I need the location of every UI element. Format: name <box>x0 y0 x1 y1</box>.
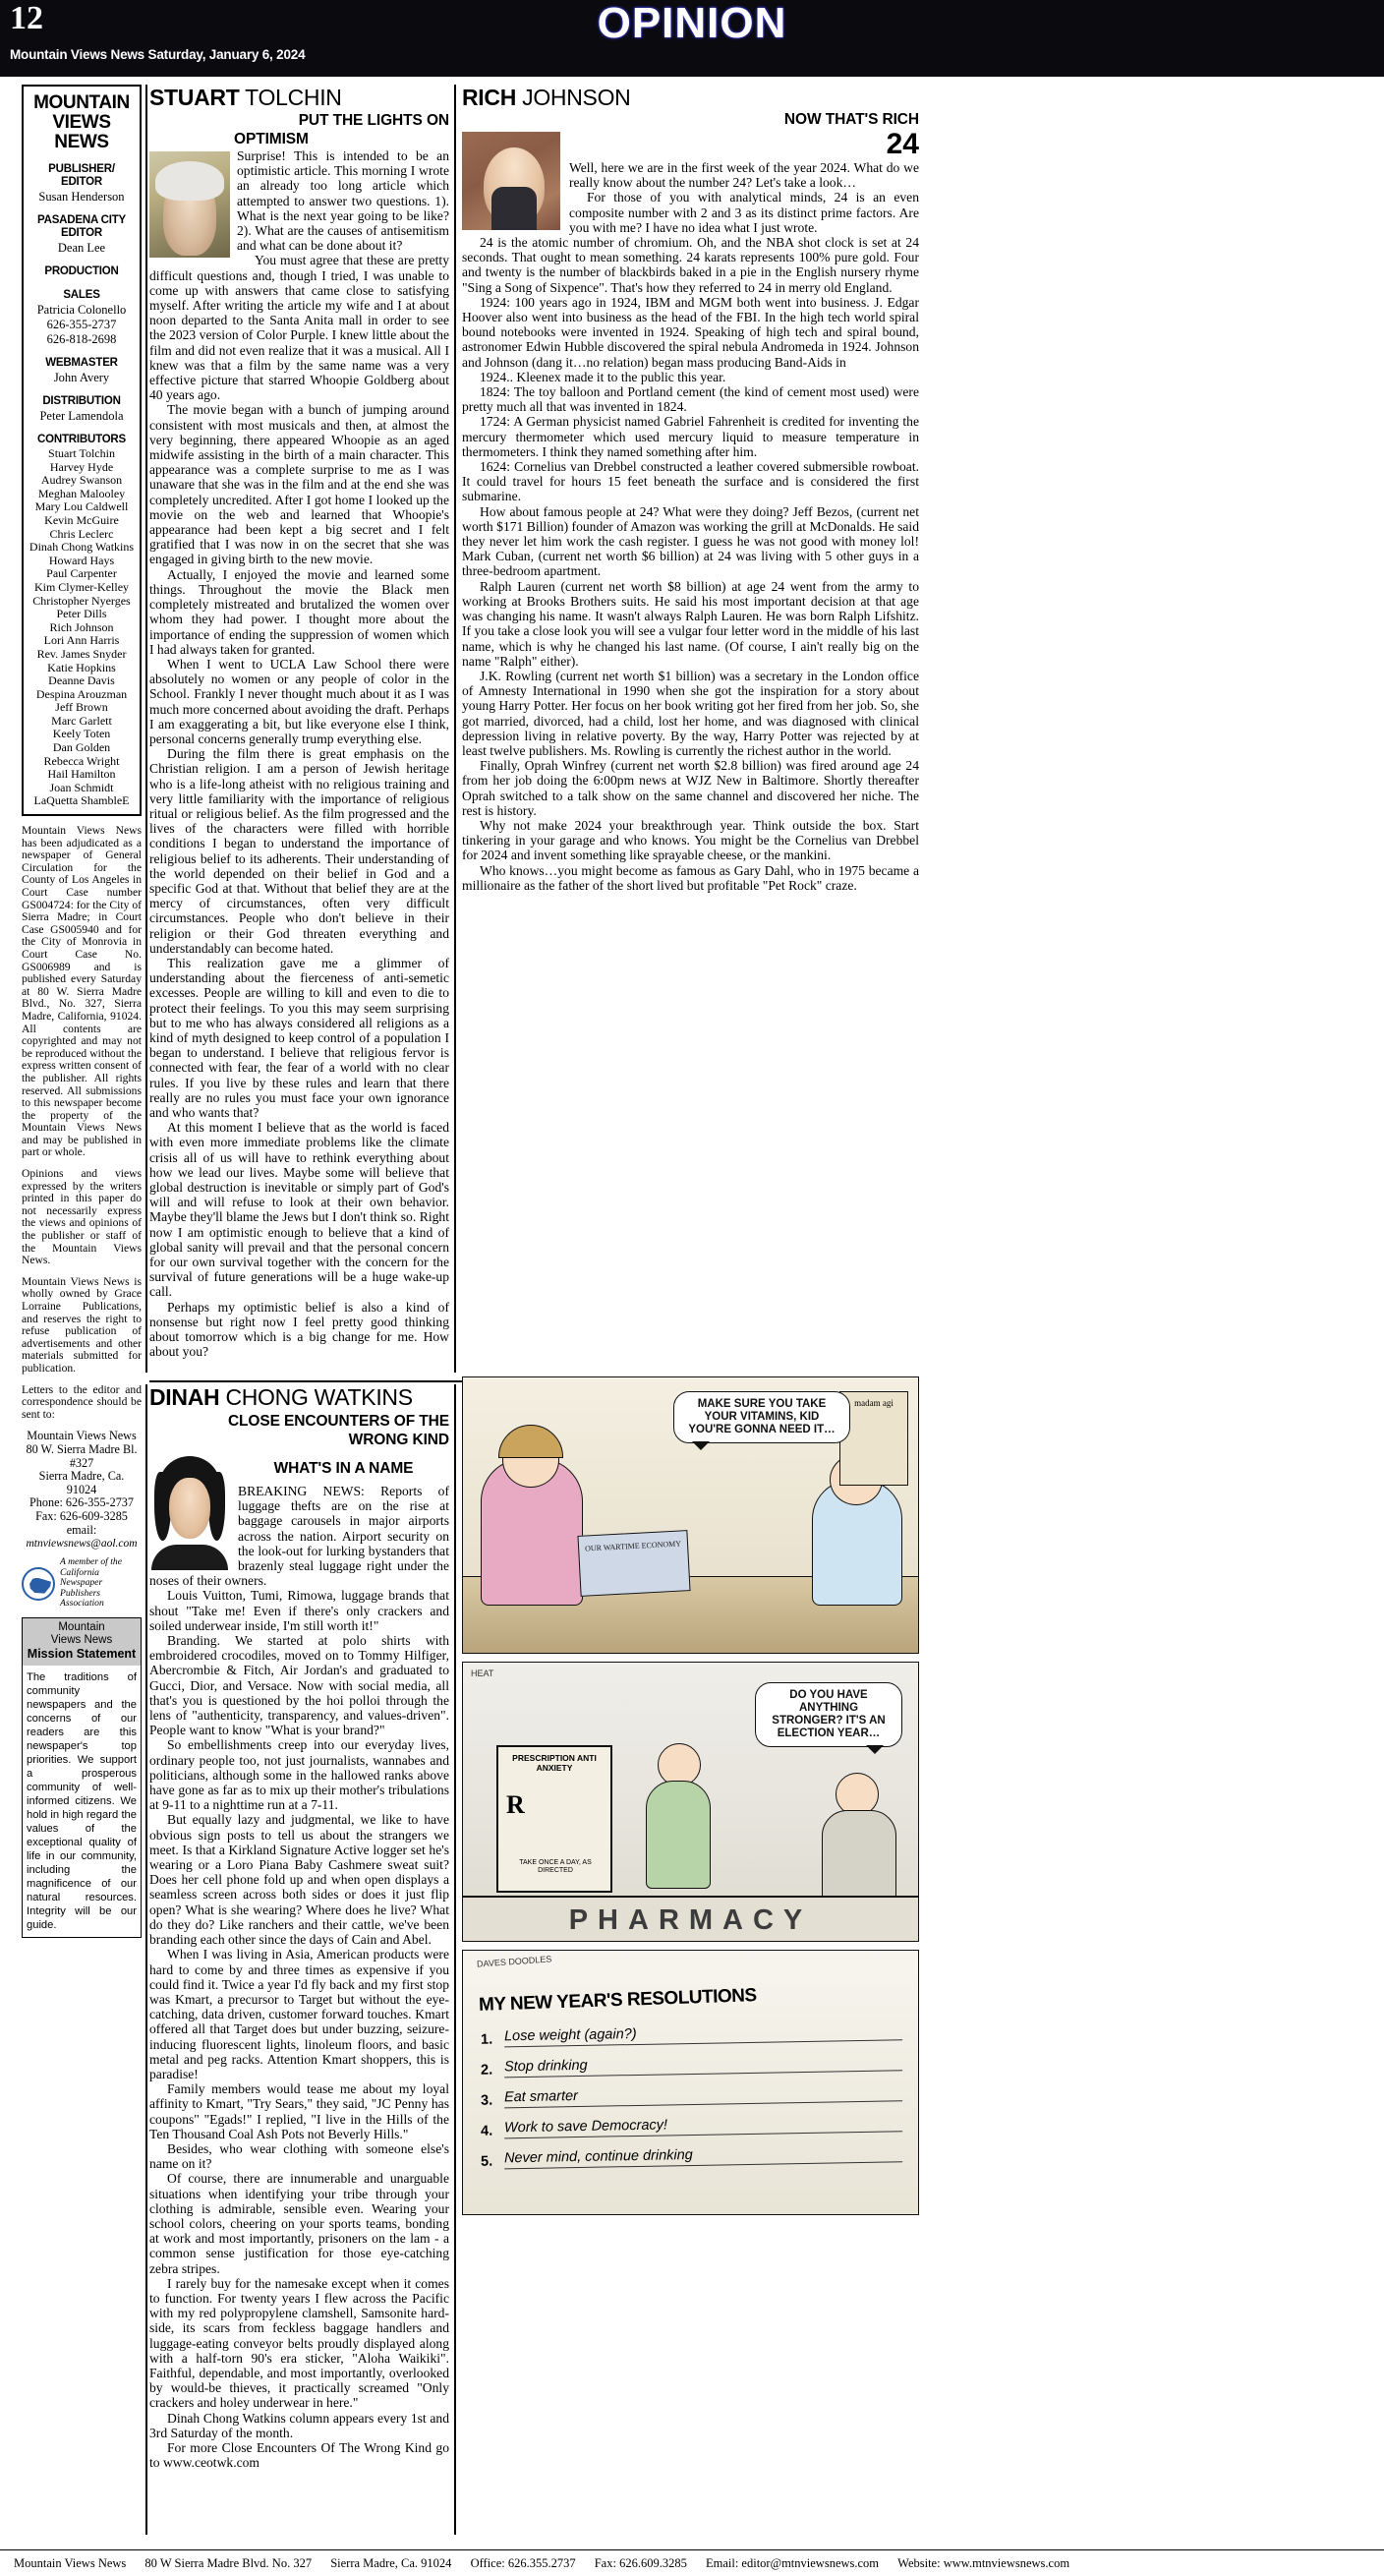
cartoon3-resolution-list <box>481 2025 902 2178</box>
article-paragraph: 24 is the atomic number of chromium. Oh, and the NBA shot clock is set at 24 seconds. That ought to mean something. 24 karats represents 100% pure gold. Four and twenty is the number of blackbirds baked in a pie in the English nursery rhyme "Sing a Song of Sixpence". That's how they referred to 24 in merry old England. <box>462 235 919 295</box>
mission-heading <box>23 1618 141 1666</box>
cartoon-stack <box>462 1376 919 2223</box>
role-webmaster: WEBMASTER <box>45 357 118 369</box>
sales-phone-1: 626-355-2737 <box>46 318 117 331</box>
mission-heading-line-1: Mountain <box>58 1621 105 1634</box>
footer-website[interactable]: Website: www.mtnviewsnews.com <box>897 2556 1070 2570</box>
legal-paragraph: Letters to the editor and correspondence should be sent to: <box>22 1382 142 1421</box>
resolution-item <box>481 2113 902 2138</box>
address-line: Fax: 626-609-3285 <box>35 1508 128 1523</box>
resolution-item <box>481 2143 902 2169</box>
dateline: Mountain Views News Saturday, January 6, 2024 <box>10 47 306 62</box>
article-paragraph: Well, here we are in the first week of the year 2024. What do we really know about the number 24? Let's take a look… <box>569 160 919 191</box>
article-paragraph: Why not make 2024 your breakthrough year. Think outside the box. Start tinkering in your garage and who knows. You might be the Cornelius van Drebbel for 2024 and invent something like sprayable cheese, or the mankini. <box>462 817 919 863</box>
cartoon1-hair-left <box>498 1425 563 1458</box>
role-publisher-editor: PUBLISHER/ EDITOR <box>48 163 115 188</box>
page-header-bar <box>0 0 1384 77</box>
byline-first-name-rich: RICH <box>462 85 517 110</box>
cartoon3-signature: DAVES DOODLES <box>476 1954 552 1969</box>
article-rich-johnson <box>462 85 919 893</box>
role-pasadena-city-editor: PASADENA CITY EDITOR <box>36 214 127 239</box>
masthead-box <box>22 85 142 816</box>
byline-last-name-dinah: CHONG WATKINS <box>225 1384 413 1410</box>
address-line: #327 <box>69 1455 94 1470</box>
name-sales: Patricia Colonello <box>36 303 127 317</box>
article-paragraph: How about famous people at 24? What were they doing? Jeff Bezos, (current net worth $171 Billion) founder of Amazon was working the grill at McDonalds. He said they never let him work the cash register. I guess he was not good with money lol! Mark Cuban, (current net worth $6 billion) at 24 was living with 5 other guys in a three-bedroom apartment. <box>462 503 919 579</box>
contributor-name: Meghan Malooley <box>37 486 126 500</box>
contributor-name: Hail Hamilton <box>47 767 116 782</box>
author-photo-stuart-tolchin <box>149 151 230 258</box>
article-paragraph: 1824: The toy balloon and Portland cement (the kind of cement most used) were pretty much all that was invented in 1824. <box>462 384 919 415</box>
cnpa-bear-logo-icon <box>22 1567 55 1601</box>
article-paragraph: Who knows…you might become as famous as Gary Dahl, who in 1975 became a millionaire as the father of the short lived but profitable "Pet Rock" craze. <box>462 862 919 893</box>
address-line: 91024 <box>66 1482 97 1496</box>
contributor-name: Despina Arouzman <box>35 686 128 701</box>
contributor-name: Rev. James Snyder <box>36 646 127 661</box>
author-photo-dinah-chong-watkins <box>149 1452 230 1570</box>
big-number-24: 24 <box>886 128 919 160</box>
contributor-name: Rich Johnson <box>49 619 114 634</box>
cartoon2-signature: HEAT <box>471 1669 494 1678</box>
contributor-name: Keely Toten <box>52 727 111 741</box>
portrait-hair-right <box>208 1472 225 1541</box>
article-paragraph: When I went to UCLA Law School there were absolutely no women or any people of color in the School. Frankly I never thought much about it as I was much more concerned about avoiding the draft. Perhaps I am exaggerating a bit, but like everyone else I think, personal concerns generally trump everything else. <box>149 656 449 746</box>
page-number: 12 <box>10 0 43 36</box>
contributor-name: Dinah Chong Watkins <box>29 540 135 555</box>
cartoon3-title: MY NEW YEAR'S RESOLUTIONS <box>478 1985 757 2016</box>
masthead-title-line-3: NEWS <box>54 132 109 152</box>
article-body-stuart <box>149 148 449 1359</box>
contributor-name: Kim Clymer-Kelley <box>33 579 130 594</box>
article-paragraph: J.K. Rowling (current net worth $1 billion) was a secretary in the London office of Amnesty International in 1990 when she got the inspiration for a story about young Harry Potter. Her focus on her book writing got her fired from her job. So, she got married, divorced, had a child, lost her home, and was diagnosed with clinical depression living in relative poverty. By the way, Harry Potter was rejected by at least twelve publishers. Ms. Rowling is currently the richest author in the world. <box>462 668 919 758</box>
article-paragraph: Perhaps my optimistic belief is also a kind of nonsense but right now I feel pretty good thinking about tomorrow which is a big change for me. How about you? <box>149 1299 449 1360</box>
column-rule-2 <box>454 85 456 1373</box>
masthead-sidebar <box>22 85 142 1938</box>
legal-paragraph: Mountain Views News is wholly owned by Grace Lorraine Publications, and reserves the right to refuse publication of advertisements and other materials submitted for publication. <box>22 1274 142 1375</box>
address-line: Mountain Views News <box>27 1429 137 1443</box>
article-paragraph: So embellishments creep into our everyday lives, ordinary people too, not just journalists, wannabes and politicians, although some in the hallowed ranks above have gone as far as to mix up their mother's tribulations at 9-11 to a nighttime run at a 7-11. <box>149 1737 449 1813</box>
article-paragraph: Besides, who wear clothing with someone else's name on it? <box>149 2140 449 2172</box>
article-paragraph: For those of you with analytical minds, 24 is an even composite number with 2 and 3 as its distinct prime factors. Are you with me? I have no idea what I just wrote. <box>569 190 919 235</box>
footer-city: Sierra Madre, Ca. 91024 <box>330 2556 452 2570</box>
article-paragraph: At this moment I believe that as the world is faced with even more immediate problems like the climate crisis all of us will have to rethink everything about how we lead our lives. Maybe some will believe that global destruction is inevitable or simply part of God's will and will refuse to look at their own behavior. Maybe they'll blame the Jews but I don't think so. Right now I am optimistic enough to believe that a kind of global sanity will prevail and that the personal concern for our own survival together with the concern for the survival of future generations will be a huge wake-up call. <box>149 1120 449 1300</box>
legal-paragraph: Mountain Views News has been adjudicated as a newspaper of General Circulation for the County of Los Angeles in Court Case number GS004724: for the City of Sierra Madre; in Court Case GS005940 and for the City of Monrovia in Court Case No. GS006989 and is published every Saturday at 80 W. Sierra Madre Blvd., No. 327, Sierra Madre, California, 91024. All contents are copyrighted and may not be reproduced without the express written consent of the publisher. All rights reserved. All submissions to this newspaper become the property of the Mountain Views News and may be published in part or whole. <box>22 824 142 1159</box>
byline-first-name: STUART <box>149 85 240 110</box>
resolution-number: 1. <box>480 2031 493 2048</box>
resolution-item <box>481 2082 902 2108</box>
cartoon2-box-label: PRESCRIPTION ANTI ANXIETY <box>512 1753 597 1773</box>
cartoon2-store-sign: PHARMACY <box>463 1896 918 1941</box>
name-webmaster: John Avery <box>53 371 110 384</box>
column-rule-1 <box>145 85 147 1373</box>
byline-stuart-tolchin <box>149 85 449 110</box>
headline-rich: NOW THAT'S RICH <box>783 111 919 128</box>
cartoon1-speech-bubble: MAKE SURE YOU TAKE YOUR VITAMINS, KID YOU'RE GONNA NEED IT… <box>673 1391 850 1443</box>
article-paragraph: BREAKING NEWS: Reports of luggage thefts are on the rise at baggage carousels in major airports across the nation. Airport security on the look-out for lurking bystanders that brazenly steal luggage right under the noses of their owners. <box>149 1484 449 1589</box>
article-paragraph: Family members would tease me about my loyal affinity to Kmart, "Try Sears," they said, "JC Penny has coupons" "Egads!" I replied, "I live in the Hills of the Ten Thousand Coal Ash Pots not Beverly Hills." <box>149 2081 449 2141</box>
cartoon2-pharmacist-body <box>646 1781 711 1889</box>
article-paragraph: During the film there is great emphasis on the Christian religion. I am a person of Jewish heritage who is a life-long atheist with no religious training and very little familiarity with the importance of religious ritual or religious belief. As the film progressed and the lives of the characters were filled with horrible conditions I began to understand the importance of religious belief to its adherents. Their understanding of the world depended on their belief in God and a specific God at that. Without that belief they are at the mercy of circumstances, often very difficult circumstances. People who don't believe in their religion or their God threaten everything and understandably can become hated. <box>149 746 449 956</box>
article-paragraph: Branding. We started at polo shirts with embroidered crocodiles, moved on to Tommy Hilfiger, Abercrombie & Fitch, Air Jordan's and graduated to Gucci, Dior, and Versace. Now with social media, all that's you is questioned by the hoi polloi through the lens of "authenticity, transparency, and values-driven". People want to know "What is your brand?" <box>149 1633 449 1738</box>
byline-last-name: TOLCHIN <box>245 85 342 110</box>
cartoon2-rx-symbol: R <box>506 1790 525 1819</box>
contributors-list <box>28 447 136 808</box>
name-distribution: Peter Lamendola <box>39 409 124 423</box>
contributor-name: Jeff Brown <box>55 700 108 715</box>
resolution-text: Never mind, continue drinking <box>504 2143 902 2169</box>
cartoon2-customer-body <box>822 1810 896 1899</box>
article-paragraph: Finally, Oprah Winfrey (current net worth $2.8 billion) was fired around age 24 from her job doing the 6:00pm news at WJZ New in Baltimore. Shortly thereafter Oprah switched to a talk show on the same channel and discovered her niche. The rest is history. <box>462 758 919 818</box>
article-paragraph: Dinah Chong Watkins column appears every 1st and 3rd Saturday of the month. <box>149 2410 449 2440</box>
article-paragraph: Ralph Lauren (current net worth $8 billion) at age 24 went from the army to working at Brooks Brothers suits. He said his most important decision at that age was changing his name. It wasn't always Ralph Lauren. He was born Ralph Lifshitz. If you take a close look you will see a vulgar four letter word in the middle of his last name, which is why he changed his last name. (Of course, I ain't really big on the name "Ralph" either). <box>462 578 919 669</box>
article-paragraph: Actually, I enjoyed the movie and learned some things. Throughout the movie the Black men completely mistreated and brutalized the women over whom they had power. I thought more about the importance of ending the suppression of women which I had always taken for granted. <box>149 566 449 657</box>
resolution-text: Work to save Democracy! <box>504 2113 902 2138</box>
cartoon-war-time-economy <box>462 1376 919 1654</box>
page-footer <box>0 2549 1384 2575</box>
cartoon-pharmacy-election-year <box>462 1662 919 1942</box>
resolution-number: 2. <box>480 2062 493 2078</box>
resolution-number: 5. <box>480 2153 493 2170</box>
contributor-name: Christopher Nyerges <box>32 593 131 608</box>
footer-paper-name: Mountain Views News <box>14 2556 127 2570</box>
contributor-name: Rebecca Wright <box>43 753 120 768</box>
contributor-name: LaQuetta ShambleE <box>33 793 130 808</box>
cartoon-new-years-resolutions <box>462 1950 919 2215</box>
address-line: Phone: 626-355-2737 <box>29 1495 134 1510</box>
byline-last-name-rich: JOHNSON <box>522 85 631 110</box>
address-line: email: <box>66 1522 97 1537</box>
mailing-address <box>22 1430 142 1537</box>
editor-email[interactable]: mtnviewsnews@aol.com <box>26 1538 138 1551</box>
legal-notice <box>22 825 142 1421</box>
contributor-name: Deanne Davis <box>48 673 115 688</box>
mission-heading-line-2: Views News <box>50 1634 113 1647</box>
portrait-hair-left <box>154 1472 171 1541</box>
contributor-name: Chris Leclerc <box>49 526 114 541</box>
contributor-name: Joan Schmidt <box>49 780 114 794</box>
article-paragraph: I rarely buy for the namesake except when it comes to function. For twenty years I flew across the Pacific with my red polypropylene clamshell, Samsonite hard-side, its scars from feckless baggage handlers and luggage-eating conveyor belts proudly displayed along with a half-torn 90's era sticker, "Aloha Waikiki". Faithful, dependable, and most importantly, overlooked by would-be thieves, it practically screamed "Only crackers and holey underwear in here." <box>149 2275 449 2411</box>
byline-dinah-chong-watkins <box>149 1384 449 1410</box>
mission-heading-line-3: Mission Statement <box>27 1647 137 1662</box>
resolution-number: 4. <box>480 2123 493 2139</box>
headline-line-2: OPTIMISM <box>234 131 309 147</box>
footer-office-phone: Office: 626.355.2737 <box>470 2556 576 2570</box>
contributor-name: Kevin McGuire <box>44 512 119 527</box>
column-rule-4 <box>454 1384 456 2535</box>
contributor-name: Paul Carpenter <box>46 566 117 581</box>
article-paragraph: For more Close Encounters Of The Wrong Kind go to www.ceotwk.com <box>149 2440 449 2471</box>
cnpa-membership <box>22 1557 142 1610</box>
contributor-name: Marc Garlett <box>51 713 112 728</box>
section-title: OPINION <box>597 0 787 47</box>
contributors-heading: CONTRIBUTORS <box>36 434 127 445</box>
sales-phone-2: 626-818-2698 <box>46 332 117 346</box>
article-dinah-chong-watkins <box>149 1384 449 2470</box>
article-paragraph: 1724: A German physicist named Gabriel Fahrenheit is credited for inventing the mercury thermometer which used mercury liquid to measure temperature in thermometers. I think they named something after him. <box>462 414 919 459</box>
role-production: PRODUCTION <box>44 265 119 277</box>
article-paragraph: Louis Vuitton, Tumi, Rimowa, luggage brands that shout "Take me! Even if there's only crackers and soiled underwear inside, I'm still worth it!" <box>149 1588 449 1633</box>
headline-dinah-line-2: WRONG KIND <box>348 1432 449 1448</box>
footer-street: 80 W Sierra Madre Blvd. No. 327 <box>144 2556 313 2570</box>
mission-body-text: The traditions of community newspapers and the concerns of our readers are this newspaper's top priorities. We support a prosperous community of well-informed citizens. We hold in high regard the values of the exceptional quality of life in our community, including the magnificence of our natural resources. Integrity will be our guide. <box>27 1671 137 1932</box>
contributor-name: Audrey Swanson <box>40 473 123 488</box>
contributor-name: Stuart Tolchin <box>48 446 115 460</box>
contributor-name: Katie Hopkins <box>47 660 116 674</box>
resolution-number: 3. <box>480 2092 493 2109</box>
footer-fax: Fax: 626.609.3285 <box>594 2556 687 2570</box>
article-body-dinah <box>149 1484 449 2470</box>
name-publisher-editor: Susan Henderson <box>38 190 125 204</box>
mission-statement-box <box>22 1617 142 1938</box>
contributor-name: Dan Golden <box>52 740 111 755</box>
headline-line-1: PUT THE LIGHTS ON <box>298 112 449 129</box>
article-paragraph: But equally lazy and judgmental, we like to have obvious sign posts to tell us about the strangers we meet. Is that a Kirkland Signature Active logger set he's wearing or a Loro Piana Baby Cashmere sweat suit? Does her cell phone fold up and when open displays a seamless screen across both sides or does it just flip open? What is she wearing? Where does he live? What do they do? Like ranchers and their cattle, we've been branding each other since the days of Cain and Abel. <box>149 1812 449 1948</box>
portrait-shoulders <box>151 1545 228 1570</box>
article-paragraph: Surprise! This is intended to be an optimistic article. This morning I wrote an already too long article which attempted to answer two questions. 1). What is the next year going to be like? 2). What are the causes of antisemitism and what can be done about it? <box>237 148 449 254</box>
resolution-text: Eat smarter <box>504 2082 902 2108</box>
subhead-dinah: WHAT'S IN A NAME <box>273 1460 414 1477</box>
cnpa-text: A member of the California Newspaper Publishers Association <box>60 1556 122 1610</box>
legal-paragraph: Opinions and views expressed by the writers printed in this paper do not necessarily express the views and opinions of the publisher or staff of the Mountain Views News. <box>22 1167 142 1267</box>
article-body-rich <box>462 160 919 893</box>
column-rule-3 <box>145 1384 147 2535</box>
address-line: 80 W. Sierra Madre Bl. <box>26 1441 138 1456</box>
byline-first-name-dinah: DINAH <box>149 1384 220 1410</box>
cartoon1-shelf-label: madam agi <box>854 1398 894 1408</box>
article-paragraph: 1924: 100 years ago in 1924, IBM and MGM both went into business. J. Edgar Hoover also went into business as the head of the FBI. In the high tech world spiral bound notebooks were invented in 1924. Speaking of high tech and spiral bound, astronomer Edwin Hubble discovered the spiral nebula Andromeda in 1924. Johnson and Johnson (dang it…no relation) began mass producing Band-Aids in <box>462 294 919 370</box>
contributor-name: Harvey Hyde <box>49 459 114 474</box>
role-distribution: DISTRIBUTION <box>42 395 121 407</box>
article-stuart-tolchin <box>149 85 449 1359</box>
cartoon1-book: OUR WARTIME ECONOMY <box>577 1530 690 1597</box>
article-paragraph: Of course, there are innumerable and unarguable situations when identifying your tribe through your clothing is admirable, sensible even. Wearing your school colors, cheering on your sports teams, bonding at work and most importantly, prisoners on the lam - a common sense justification for those eye-catching zebra stripes. <box>149 2171 449 2276</box>
masthead-title-line-2: VIEWS <box>52 112 111 133</box>
article-paragraph: You must agree that these are pretty difficult questions and, though I tried, I was unable to come up with answers that came close to satisfying myself. After writing the article my wife and I at about noon departed to the Santa Anita mall in order to see the 2023 version of Color Purple. I knew little about the film and did not even realize that it was a musical. All I knew was that a film by the same name was a very effective picture that starred Whoopie Goldberg about 40 years ago. <box>149 253 449 403</box>
article-paragraph: 1624: Cornelius van Drebbel constructed a leather covered submersible rowboat. It could travel for hours 15 feet beneath the surface and is considered the first submarine. <box>462 459 919 504</box>
headline-dinah-line-1: CLOSE ENCOUNTERS OF THE <box>227 1413 449 1430</box>
author-photo-rich-johnson <box>462 132 560 230</box>
article-paragraph: This realization gave me a glimmer of understanding about the fierceness of anti-semetic excesses. People are willing to kill and even to die to protect their feelings. To you this may seem surprising but to me who has always considered all religions as a kind of myth designed to keep control of a population I began to understand. I believe that religious fervor is connected with fear, the fear of a world with no clear rules. If you live by these rules and learn that there really are no rules you must face your own ignorance and who wants that? <box>149 955 449 1120</box>
masthead-title-line-1: MOUNTAIN <box>33 92 130 113</box>
name-pasadena-city-editor: Dean Lee <box>57 241 106 255</box>
contributor-name: Mary Lou Caldwell <box>34 499 129 514</box>
contributor-name: Peter Dills <box>56 607 107 621</box>
article-paragraph: When I was living in Asia, American products were hard to come by and three times as expensive if you could find it. Twice a year I'd fly back and my first stop was Kmart, a precursor to Target but without the eye-catching, data driven, customer forward touches. Kmart offered all that Target does but under buzzing, seizure-inducing fluorescent lights, linoleum floors, and basic metal and peg racks. Attention Kmart shoppers, this is paradise! <box>149 1947 449 2081</box>
contributor-name: Howard Hays <box>48 553 115 567</box>
resolution-text: Stop drinking <box>504 2052 902 2078</box>
cartoon2-speech-bubble: DO YOU HAVE ANYTHING STRONGER? IT'S AN ELECTION YEAR… <box>755 1682 902 1747</box>
address-line: Sierra Madre, Ca. <box>38 1469 125 1484</box>
footer-email[interactable]: Email: editor@mtnviewsnews.com <box>705 2556 880 2570</box>
role-sales: SALES <box>63 289 100 301</box>
article-paragraph: The movie began with a bunch of jumping around consistent with most musicals and then, at almost the very beginning, there appeared Whoopie as an aged midwife assisting in the birth of a main character. This appearance was a complete surprise to me as I was unaware that she was in the film and at the end she was completely uncredited. After I got home I looked up the movie on the web and learned that Whoopie's appearance had been kept a big secret and I felt gratified that I was now in on the secret that she was engaged in giving birth to the new movie. <box>149 402 449 567</box>
contributor-name: Lori Ann Harris <box>43 633 120 648</box>
resolution-text: Lose weight (again?) <box>504 2021 902 2047</box>
cartoon2-prescription-box <box>496 1745 612 1893</box>
cartoon2-box-sub: TAKE ONCE A DAY, AS DIRECTED <box>519 1859 592 1874</box>
byline-rich-johnson <box>462 85 919 110</box>
article-paragraph: 1924.. Kleenex made it to the public this year. <box>480 369 726 384</box>
resolution-item <box>481 2021 902 2047</box>
resolution-item <box>481 2052 902 2078</box>
